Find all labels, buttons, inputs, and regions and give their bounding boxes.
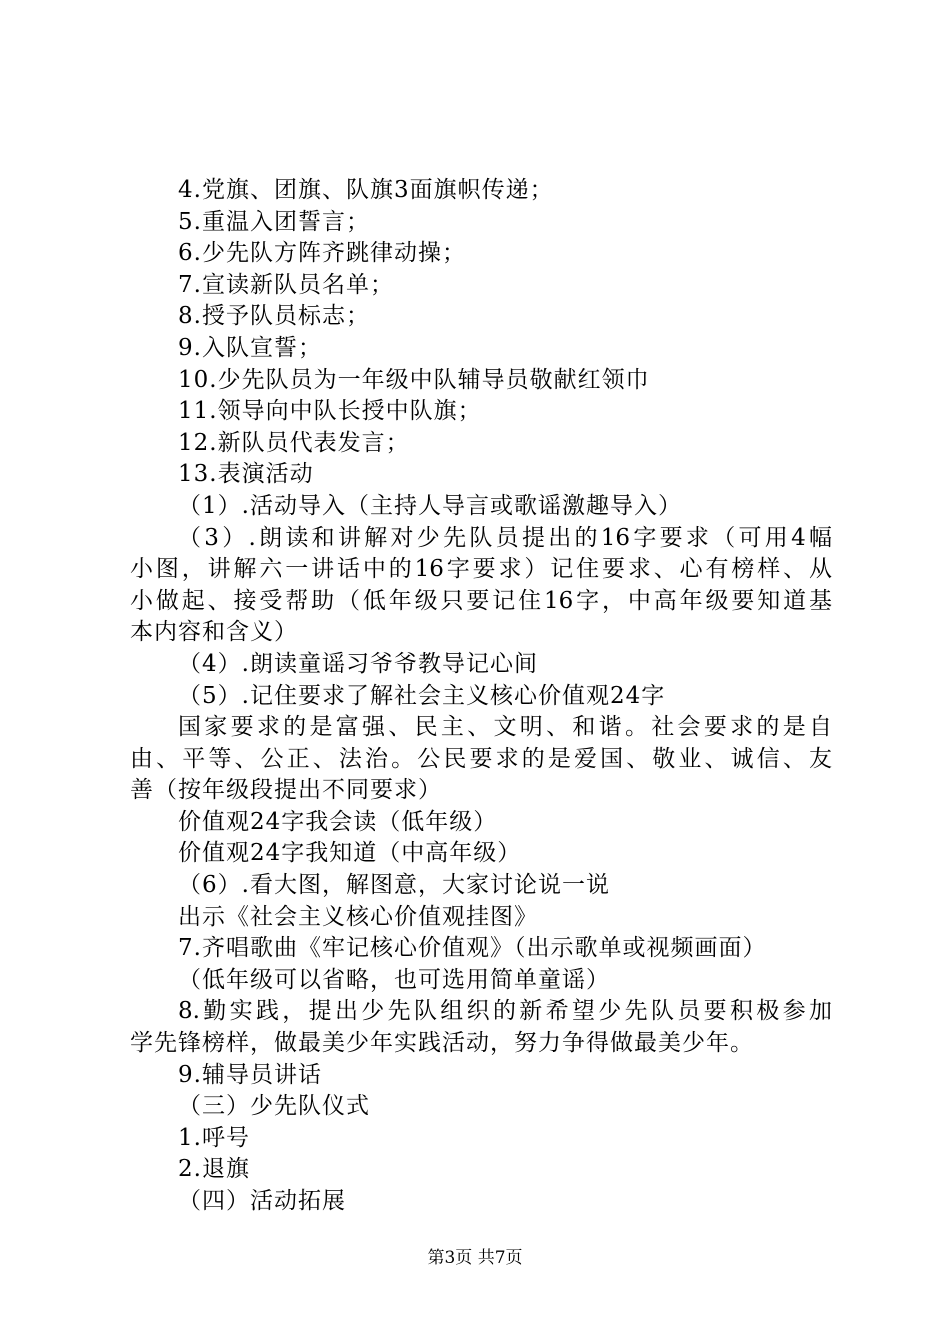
text-line: 8.授予队员标志； (178, 303, 370, 330)
text-line: 7.宣读新队员名单； (178, 271, 394, 298)
text-line: 10.少先队员为一年级中队辅导员敬献红领巾 (178, 366, 650, 393)
document-body (130, 175, 832, 1218)
text-line: 11.领导向中队长授中队旗； (178, 398, 482, 425)
text-line: 5.重温入团誓言； (178, 208, 370, 235)
text-line: 12.新队员代表发言； (178, 429, 410, 456)
text-line: 2.退旗 (178, 1156, 250, 1183)
text-line: 小图，讲解六一讲话中的16字要求）记住要求、心有榜样、从 (130, 556, 832, 583)
text-line: 出示《社会主义核心价值观挂图》 (178, 903, 538, 930)
text-line: 9.入队宣誓； (178, 334, 322, 361)
text-line: 9.辅导员讲话 (178, 1061, 322, 1088)
text-line: 价值观24字我知道（中高年级） (178, 840, 522, 867)
text-line: （低年级可以省略，也可选用简单童谣） (178, 966, 610, 993)
text-line: 国家要求的是富强、民主、文明、和谐。社会要求的是自 (178, 714, 832, 741)
text-line: 6.少先队方阵齐跳律动操； (178, 240, 466, 267)
text-line: 8.勤实践，提出少先队组织的新希望少先队员要积极参加 (178, 998, 832, 1025)
page-footer: 第3页 共7页 (427, 1248, 523, 1268)
text-line: 善（按年级段提出不同要求） (130, 777, 442, 804)
text-line: 1.呼号 (178, 1124, 250, 1151)
text-line: 价值观24字我会读（低年级） (178, 808, 498, 835)
text-line: 4.党旗、团旗、队旗3面旗帜传递； (178, 177, 554, 203)
text-line: 13.表演活动 (178, 461, 314, 488)
text-line: （4）.朗读童谣习爷爷教导记心间 (178, 650, 538, 677)
text-line: 本内容和含义） (130, 619, 298, 646)
text-line: （6）.看大图，解图意，大家讨论说一说 (178, 872, 610, 899)
text-line: 学先锋榜样，做最美少年实践活动，努力争得做最美少年。 (130, 1030, 754, 1057)
text-line: （三）少先队仪式 (178, 1093, 370, 1120)
text-line: （四）活动拓展 (178, 1188, 346, 1214)
text-line: （3）.朗读和讲解对少先队员提出的16字要求（可用4幅 (178, 524, 832, 551)
text-line: 由、平等、公正、法治。公民要求的是爱国、敬业、诚信、友 (130, 745, 832, 772)
text-line: 7.齐唱歌曲《牢记核心价值观》（出示歌单或视频画面） (178, 935, 767, 962)
text-line: （1）.活动导入（主持人导言或歌谣激趣导入） (178, 492, 682, 519)
text-line: 小做起、接受帮助（低年级只要记住16字，中高年级要知道基 (130, 587, 832, 614)
text-line: （5）.记住要求了解社会主义核心价值观24字 (178, 682, 666, 709)
